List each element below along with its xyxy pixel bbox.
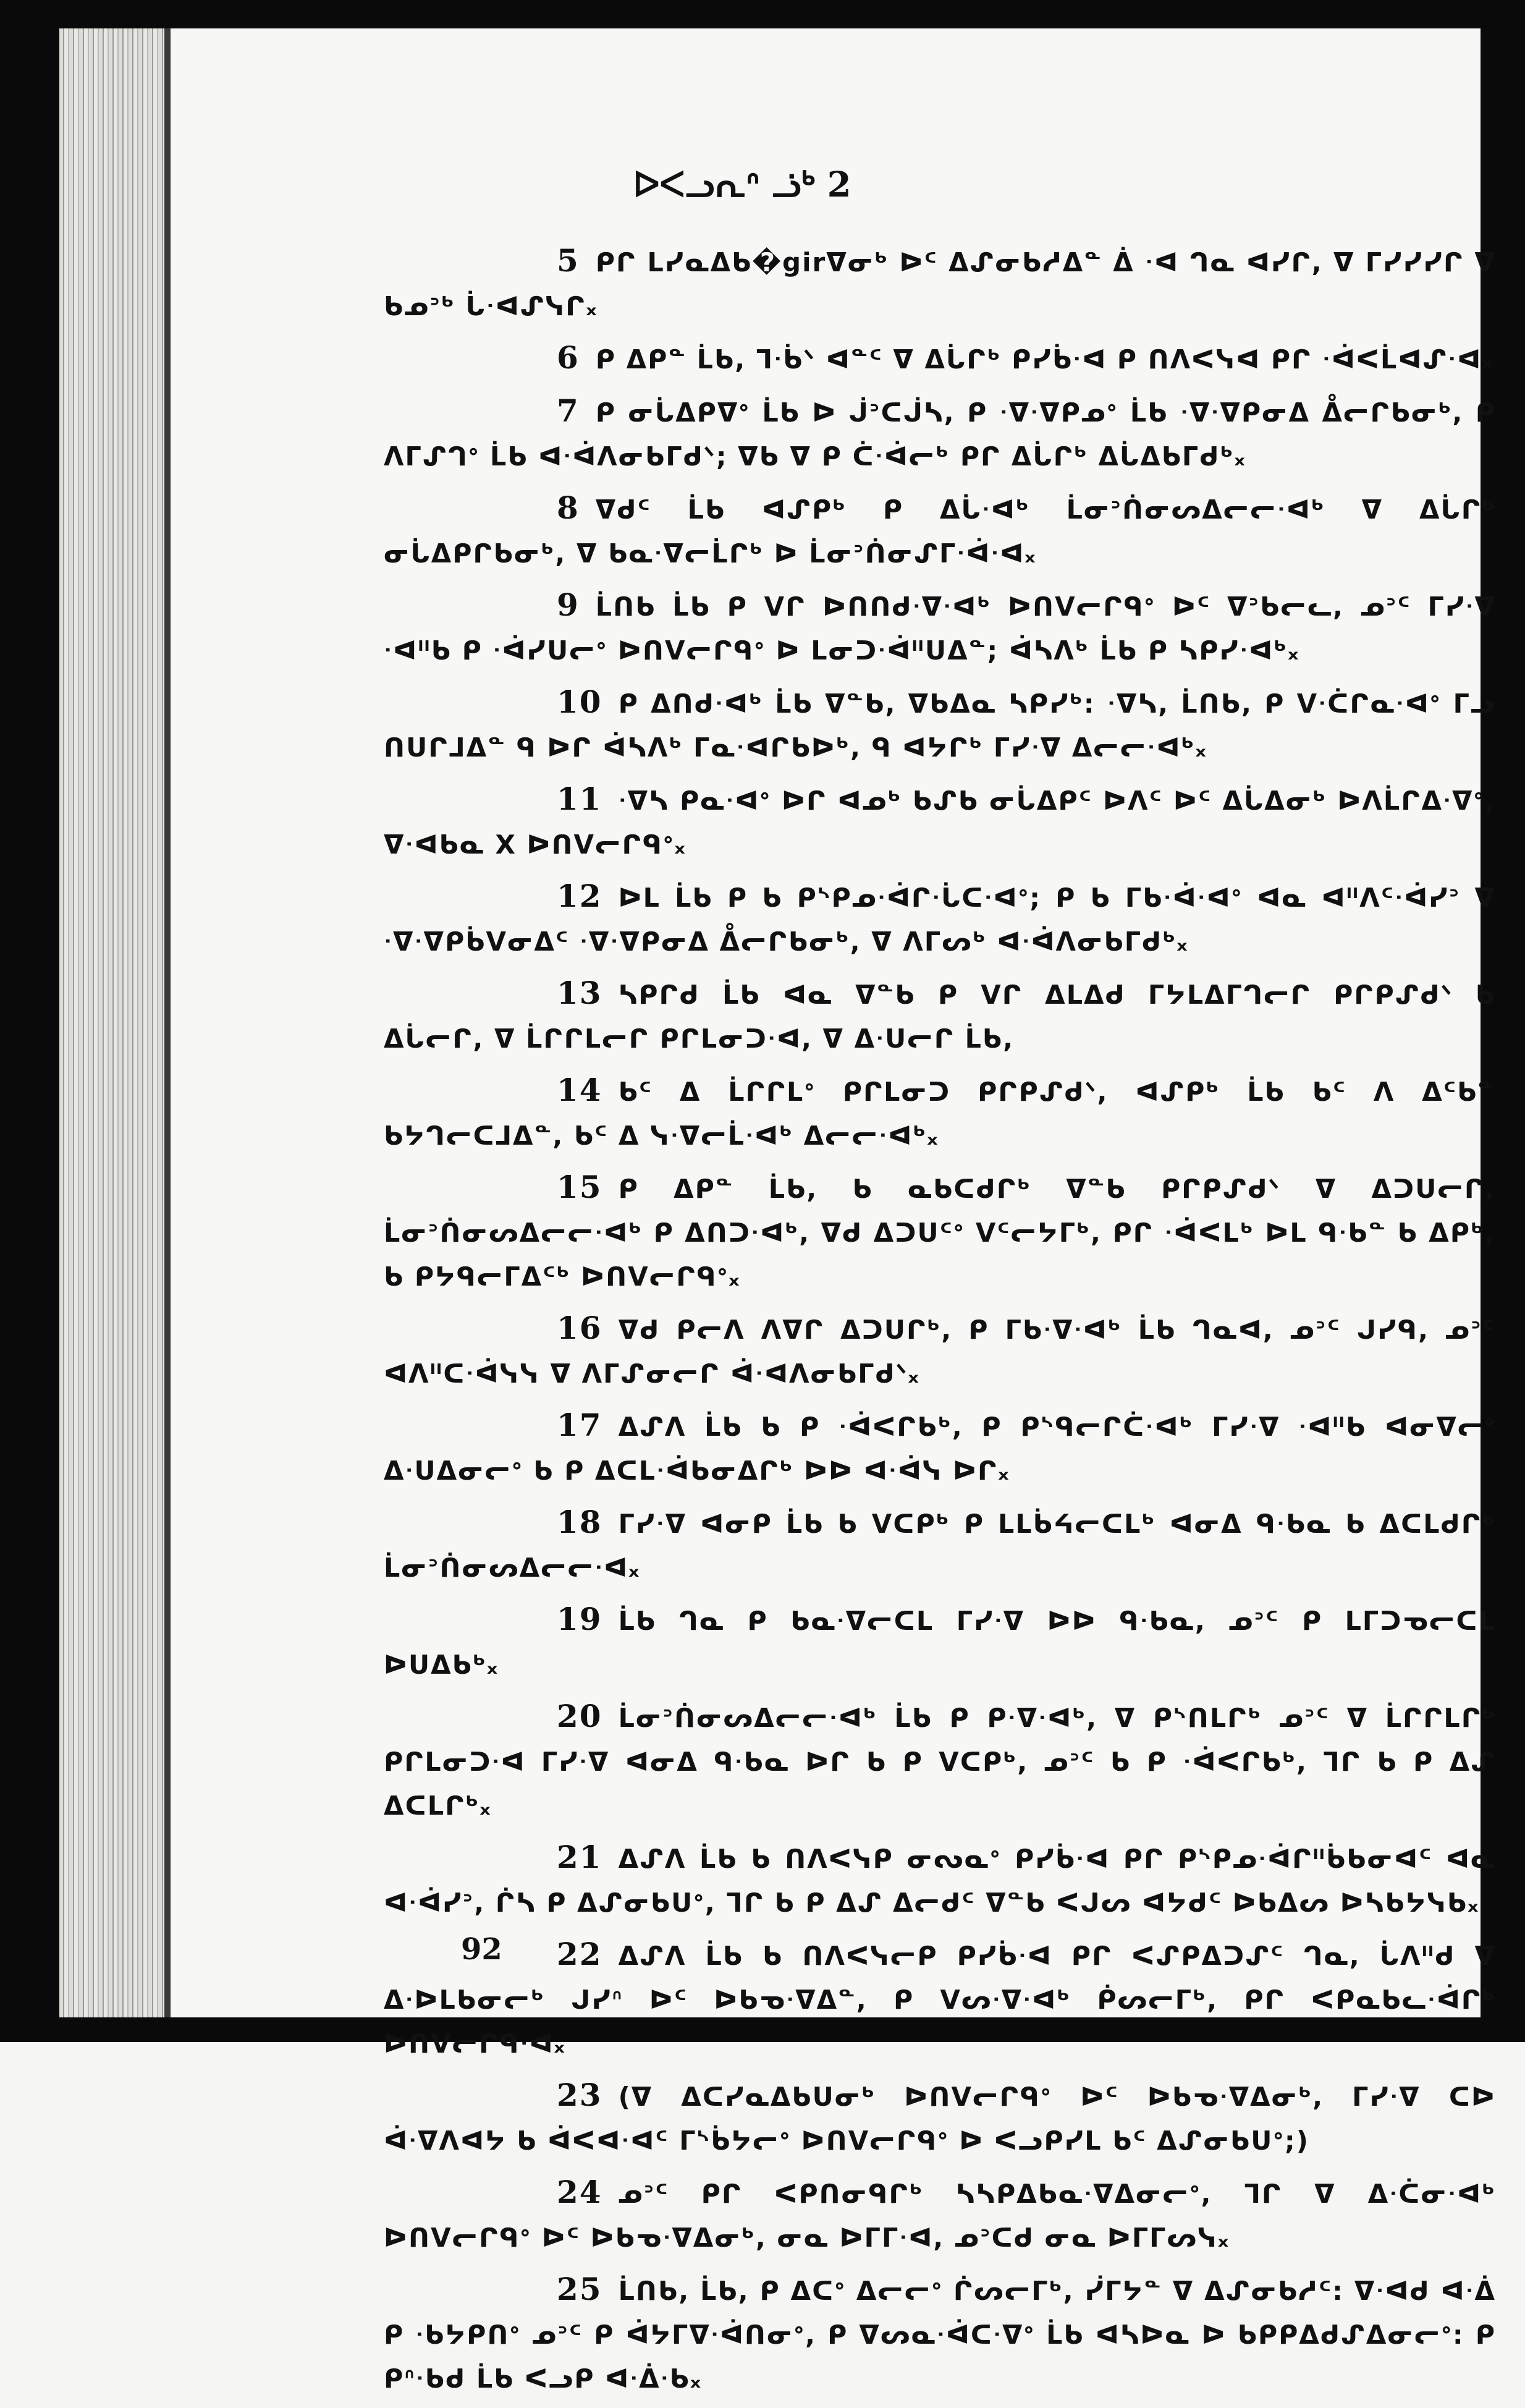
verse-text: ᓴᑭᒋᑯ ᒫᑲ ᐊᓇ ᐁᓐᑲ ᑭ ᐯᒋ ᐃᒪᐃᑯ ᒥᔭᒪᐃᒥᒉᓕᒋ ᑭᒋᑭᔑᑯᐠ ᑲ ᐃᒑᓕᒋ, ᐁ ᒫᒋᒋᒪᓕᒋ ᑭᒋᒪᓂᑐᐧᐊ, ᐁ ᐃᐧᑌᓕᒋ ᒫᑲ, bbox=[384, 980, 1496, 1054]
page-gutter-shadow bbox=[164, 28, 171, 2017]
verse-text: ᑭ ᓂᒑᐃᑭᐁᐤ ᒫᑲ ᐅ ᒎᐣᑕᒎᓴ, ᑭ ᐧᐁᐧᐁᑭᓄᐤ ᒫᑲ ᐧᐁᐧᐁᑭᓂᐃ ᐂᓕᒋᑲᓂᒃ, ᑭ ᐱᒥᔑᒉᐤ ᒫᑲ ᐊᐧᐋᐱᓂᑲᒥᑯᐠ; ᐁᑲ ᐁ ᑭ ᑖᐧᐋᓕᒃ ᑭᒋ ᐃᒑᒋᒃ ᐃᒑᐃᑲᒥᑯᒃₓ bbox=[384, 397, 1496, 472]
verse-text: ᐃᔑᐱ ᒫᑲ ᑲ ᑎᐱᐸᓭᑭ ᓂᔓᓇᐤ ᑭᓯᑳᐧᐊ ᑭᒋ ᑭᔅᑭᓄᐧᐋᒋᐦᑳᑲᓂᐊᑦ ᐊᓇ ᐊᐧᐋᓯᐣ, ᒌᓴ ᑭ ᐃᔑᓂᑲᑌᐤ, ᒣᒋ ᑲ ᑭ ᐃᔑ ᐃᓕᑯᑦ ᐁᓐᑲ ᐸᒍᔕ ᐊᔭᑯᑦ ᐅᑲᐃᔕ ᐅᓴᑲᔭᓭᑲₓ bbox=[384, 1844, 1496, 1918]
verse bbox=[384, 486, 1496, 575]
verse-number: 12 bbox=[557, 878, 602, 914]
book-page bbox=[171, 28, 1496, 2394]
verse-number: 20 bbox=[557, 1698, 602, 1734]
verse-text: ᐅᒪ ᒫᑲ ᑭ ᑲ ᑭᔅᑭᓄᐧᐋᒋᐧᒑᑕᐧᐊᐤ; ᑭ ᑲ ᒥᑲᐧᐋᐧᐊᐤ ᐊᓇ ᐊᐦᐱᑦᐧᐋᓯᐣ ᐁ ᐧᐁᐧᐁᑭᑳᐯᓂᐃᑦ ᐧᐁᐧᐁᑭᓂᐃ ᐂᓕᒋᑲᓂᒃ, ᐁ ᐱᒥᔕᒃ ᐊᐧᐋᐱᓂᑲᒥᑯᒃₓ bbox=[384, 883, 1496, 957]
verse bbox=[384, 336, 1496, 381]
scan-border-left bbox=[0, 0, 59, 2042]
chapter-text bbox=[384, 239, 1496, 2408]
verse-text: ᓄᐣᑦ ᑭᒋ ᐸᑭᑎᓂᑫᒋᒃ ᓴᓴᑭᐃᑲᓇᐧᐁᐃᓂᓕᐤ, ᒣᒋ ᐁ ᐃᐧᑖᓂᐧᐊᒃ ᐅᑎᐯᓕᒋᑫᐤ ᐅᑦ ᐅᑲᓀᐧᐁᐃᓂᒃ, ᓂᓇ ᐅᒥᒥᐧᐊ, ᓄᐣᑕᑯ ᓂᓇ ᐅᒥᒥᔕᓭₓ bbox=[384, 2179, 1496, 2253]
verse-number: 21 bbox=[557, 1839, 602, 1875]
verse bbox=[384, 1306, 1496, 1396]
verse-text: ᒫᑎᑲ ᒫᑲ ᑭ ᐯᒋ ᐅᑎᑎᑯᐧᐁᐧᐊᒃ ᐅᑎᐯᓕᒋᑫᐤ ᐅᑦ ᐁᐣᑲᓕᓚ, ᓄᐣᑦ ᒥᓯᐧᐁ ᐧᐊᐦᑲ ᑭ ᐧᐋᓯᑌᓕᐤ ᐅᑎᐯᓕᒋᑫᐤ ᐅ ᒪᓂᑐᐧᐋᐦᑌᐃᓐ; ᐋᓴᐱᒃ ᒫᑲ ᑭ ᓴᑭᓯᐧᐊᒃₓ bbox=[384, 591, 1496, 666]
verse-number: 19 bbox=[557, 1601, 602, 1637]
verse-text: ᒫᑲ ᒉᓇ ᑭ ᑲᓇᐧᐁᓕᑕᒪ ᒥᓯᐧᐁ ᐅᐅ ᑫᐧᑲᓇ, ᓄᐣᑦ ᑭ ᒪᒥᑐᓀᓕᑕᒪ ᐅᑌᐃᑲᒃₓ bbox=[384, 1606, 1496, 1680]
verse-text: ᑭᒋ ᒪᓯᓇᐃᑲ�girᐁᓂᒃ ᐅᑦ ᐃᔑᓂᑲᓱᐃᓐ ᐄ ᐧᐊ ᒉᓇ ᐊᓯᒋ, ᐁ ᒥᓯᓯᓯᒋ ᐁ ᑲᓄᐣᒃ ᒑᐧᐊᔑᓭᒋₓ bbox=[384, 247, 1496, 321]
verse-text: ᑭ ᐃᑭᓐ ᒫᑲ, ᑲ ᓇᑲᑕᑯᒋᒃ ᐁᓐᑲ ᑭᒋᑭᔑᑯᐠ ᐁ ᐃᑐᑌᓕᒋ, ᒫᓂᐣᑏᓂᔕᐃᓕᓕᐧᐊᒃ ᑭ ᐃᑎᑐᐧᐊᒃ, ᐁᑯ ᐃᑐᑌᑦᐤ ᐯᑦᓕᔭᒥᒃ, ᑭᒋ ᐧᐋᐸᒪᒃ ᐅᒪ ᑫᐧᑲᓐ ᑲ ᐃᑭᒃ, ᑲ ᑭᔭᑫᓕᒥᐃᑦᒃ ᐅᑎᐯᓕᒋᑫᐤₓ bbox=[384, 1174, 1496, 1292]
verse-number: 13 bbox=[557, 975, 602, 1011]
verse-number: 14 bbox=[557, 1072, 602, 1108]
verse bbox=[384, 1694, 1496, 1828]
verse bbox=[384, 1165, 1496, 1299]
verse bbox=[384, 971, 1496, 1061]
verse bbox=[384, 2170, 1496, 2260]
verse-number: 23 bbox=[557, 2077, 602, 2113]
verse bbox=[384, 2267, 1496, 2401]
verse bbox=[384, 874, 1496, 964]
verse bbox=[384, 777, 1496, 867]
verse-text: ᐃᔑᐱ ᒫᑲ ᑲ ᑎᐱᐸᓭᓕᑭ ᑭᓯᑳᐧᐊ ᑭᒋ ᐸᔑᑭᐃᑐᔑᑦ ᒉᓇ, ᒑᐱᐦᑯ ᐁ ᐃᐧᐅᒪᑲᓂᓕᒃ ᒍᓯᐢ ᐅᑦ ᐅᑲᓀᐧᐁᐃᓐ, ᑭ ᐯᔕᐧᐁᐧᐊᒃ ᑮᔕᓕᒥᒃ, ᑭᒋ ᐸᑭᓇᑲᓚᐧᐋᒋᒃ ᐅᑎᐯᓕᒋᑫᐧᐊₓ bbox=[384, 1941, 1496, 2059]
verse-number: 18 bbox=[557, 1504, 602, 1540]
verse-text: ᒥᓯᐧᐁ ᐊᓂᑭ ᒫᑲ ᑲ ᐯᑕᑭᒃ ᑭ ᒪᒪᑳᔦᓕᑕᒪᒃ ᐊᓂᐃ ᑫᐧᑲᓇ ᑲ ᐃᑕᒪᑯᒋᒃ ᒫᓂᐣᑏᓂᔕᐃᓕᓕᐧᐊₓ bbox=[384, 1509, 1496, 1583]
verse-number: 6 bbox=[557, 339, 580, 376]
verse-text: ᒫᑎᑲ, ᒫᑲ, ᑭ ᐃᑕᐤ ᐃᓕᓕᐤ ᒌᔕᓕᒥᒃ, ᓰᒥᔭᓐ ᐁ ᐃᔑᓂᑲᓱᑦ: ᐁᐧᐊᑯ ᐊᐧᐄ ᑭ ᐧᑲᔭᑭᑎᐤ ᓄᐣᑦ ᑭ ᐋᔭᒥᐁᐧᐋᑎᓂᐤ, ᑭ ᐁᔕᓇᐧᐋᑕᐧᐁᐤ ᒫᑲ ᐊᓴᐅᓇ ᐅ ᑲᑭᑭᐃᑯᔑᐃᓂᓕᐤ: ᑭ ᑭᐢᐧᑲᑯ ᒫᑲ ᐸᓗᑭ ᐊᐧᐄᐧᑲₓ bbox=[384, 2276, 1496, 2394]
verse-number: 15 bbox=[557, 1169, 602, 1205]
verse-number: 24 bbox=[557, 2174, 602, 2210]
running-header: ᐅᐸᓗᕆᐢ ᓘᒃ 2 bbox=[633, 164, 851, 205]
verse bbox=[384, 1597, 1496, 1687]
verse-text: ᐃᔑᐱ ᒫᑲ ᑲ ᑭ ᐧᐋᐸᒋᑲᒃ, ᑭ ᑭᔅᑫᓕᒋᑖᐧᐊᒃ ᒥᓯᐧᐁ ᐧᐊᐦᑲ ᐊᓂᐁᓕᐤ ᐃᐧᑌᐃᓂᓕᐤ ᑲ ᑭ ᐃᑕᒪᐧᐋᑲᓂᐃᒋᒃ ᐅᐅ ᐊᐧᐋᓭ ᐅᒋₓ bbox=[384, 1412, 1496, 1486]
verse-number: 25 bbox=[557, 2271, 602, 2307]
verse-number: 9 bbox=[557, 587, 580, 623]
book-page-edges bbox=[59, 28, 164, 2017]
verse bbox=[384, 239, 1496, 328]
verse-text: ᐧᐁᓴ ᑭᓇᐧᐊᐤ ᐅᒋ ᐊᓄᒃ ᑲᔑᑲ ᓂᒑᐃᑭᑦ ᐅᐱᑦ ᐅᑦ ᐃᒑᐃᓂᒃ ᐅᐱᒫᒋᐃᐧᐁᐤ, ᐁᐧᐊᑲᓇ X ᐅᑎᐯᓕᒋᑫᐤₓ bbox=[384, 786, 1496, 860]
verse-number: 8 bbox=[557, 490, 580, 526]
verse-number: 22 bbox=[557, 1936, 602, 1972]
verse-text: ᒫᓂᐣᑏᓂᔕᐃᓕᓕᐧᐊᒃ ᒫᑲ ᑭ ᑭᐧᐁᐧᐊᒃ, ᐁ ᑭᔅᑎᒪᒋᒃ ᓄᐣᑦ ᐁ ᒫᒋᒋᒪᒋᒃ ᑭᒋᒪᓂᑐᐧᐊ ᒥᓯᐧᐁ ᐊᓂᐃ ᑫᐧᑲᓇ ᐅᒋ ᑲ ᑭ ᐯᑕᑭᒃ, ᓄᐣᑦ ᑲ ᑭ ᐧᐋᐸᒋᑲᒃ, ᒣᒋ ᑲ ᑭ ᐃᔑ ᐃᑕᒪᒋᒃₓ bbox=[384, 1703, 1496, 1821]
verse bbox=[384, 583, 1496, 672]
verse-text: (ᐁ ᐃᑕᓯᓇᐃᑲᑌᓂᒃ ᐅᑎᐯᓕᒋᑫᐤ ᐅᑦ ᐅᑲᓀᐧᐁᐃᓂᒃ, ᒥᓯᐧᐁ ᑕᐅ ᐋᐧᐁᐱᐊᔭ ᑲ ᐋᐸᐊᐧᐊᑦ ᒥᔅᑳᔭᓕᐤ ᐅᑎᐯᓕᒋᑫᐤ ᐅ ᐸᓗᑭᓯᒪ ᑲᑦ ᐃᔑᓂᑲᑌᐤ;) bbox=[384, 2082, 1496, 2156]
verse bbox=[384, 1500, 1496, 1590]
verse-text: ᐁᑯᑦ ᒫᑲ ᐊᔑᑭᒃ ᑭ ᐃᒑᐧᐊᒃ ᒫᓂᐣᑏᓂᔕᐃᓕᓕᐧᐊᒃ ᐁ ᐃᒑᒋᒃ ᓂᒑᐃᑭᒋᑲᓂᒃ, ᐁ ᑲᓇᐧᐁᓕᒫᒋᒃ ᐅ ᒫᓂᐣᑏᓂᔑᒥᐧᐋᐧᐊₓ bbox=[384, 494, 1496, 569]
verse-number: 10 bbox=[557, 684, 602, 720]
verse-text: ᑭ ᐃᑎᑯᐧᐊᒃ ᒫᑲ ᐁᓐᑲ, ᐁᑲᐃᓇ ᓴᑭᓯᒃ: ᐧᐁᓴ, ᒫᑎᑲ, ᑭ ᐯᐧᑖᒋᓇᐧᐊᐤ ᒥᓗ ᑎᑌᒋᒧᐃᓐ ᑫ ᐅᒋ ᐋᓴᐱᒃ ᒥᓇᐧᐊᒋᑲᐅᒃ, ᑫ ᐊᔭᒋᒃ ᒥᓯᐧᐁ ᐃᓕᓕᐧᐊᒃₓ bbox=[384, 689, 1496, 763]
verse bbox=[384, 1068, 1496, 1158]
verse bbox=[384, 1932, 1496, 2066]
verse bbox=[384, 680, 1496, 769]
verse-number: 16 bbox=[557, 1310, 602, 1346]
verse bbox=[384, 1403, 1496, 1493]
verse-text: ᑭ ᐃᑭᓐ ᒫᑲ, ᒣᐧᑳᐠ ᐊᓐᑦ ᐁ ᐃᒑᒋᒃ ᑭᓯᑳᐧᐊ ᑭ ᑎᐱᐸᓭᐊ ᑭᒋ ᐧᐋᐸᒫᐊᔑᐧᐊₓ bbox=[595, 344, 1494, 375]
page-number: 92 bbox=[461, 1932, 502, 1967]
verse bbox=[384, 2073, 1496, 2163]
verse-text: ᐁᑯ ᑭᓕᐱ ᐱᐁᒋ ᐃᑐᑌᒋᒃ, ᑭ ᒥᑲᐧᐁᐧᐊᒃ ᒫᑲ ᒉᓇᐊ, ᓄᐣᑦ ᒍᓯᑫ, ᓄᐣᑦ ᐊᐱᐦᑕᐧᐋᓭᓭ ᐁ ᐱᒥᔑᓂᓕᒋ ᐋᐧᐊᐱᓂᑲᒥᑯᐠₓ bbox=[384, 1315, 1496, 1389]
verse bbox=[384, 389, 1496, 478]
verse-number: 17 bbox=[557, 1407, 602, 1443]
verse bbox=[384, 1835, 1496, 1925]
verse-text: ᑲᑦ ᐃ ᒫᒋᒋᒪᐤ ᑭᒋᒪᓂᑐ ᑭᒋᑭᔑᑯᐠ, ᐊᔑᑭᒃ ᒫᑲ ᑲᑦ ᐱ ᐃᑦᑲᓐ ᑲᔭᒉᓕᑕᒧᐃᓐ, ᑲᑦ ᐃ ᓭᐧᐁᓕᒫᐧᐊᒃ ᐃᓕᓕᐧᐊᒃₓ bbox=[384, 1077, 1496, 1151]
scan-border-top bbox=[0, 0, 1525, 28]
verse-number: 7 bbox=[557, 392, 580, 429]
verse-number: 5 bbox=[557, 242, 580, 279]
verse-number: 11 bbox=[557, 781, 602, 817]
